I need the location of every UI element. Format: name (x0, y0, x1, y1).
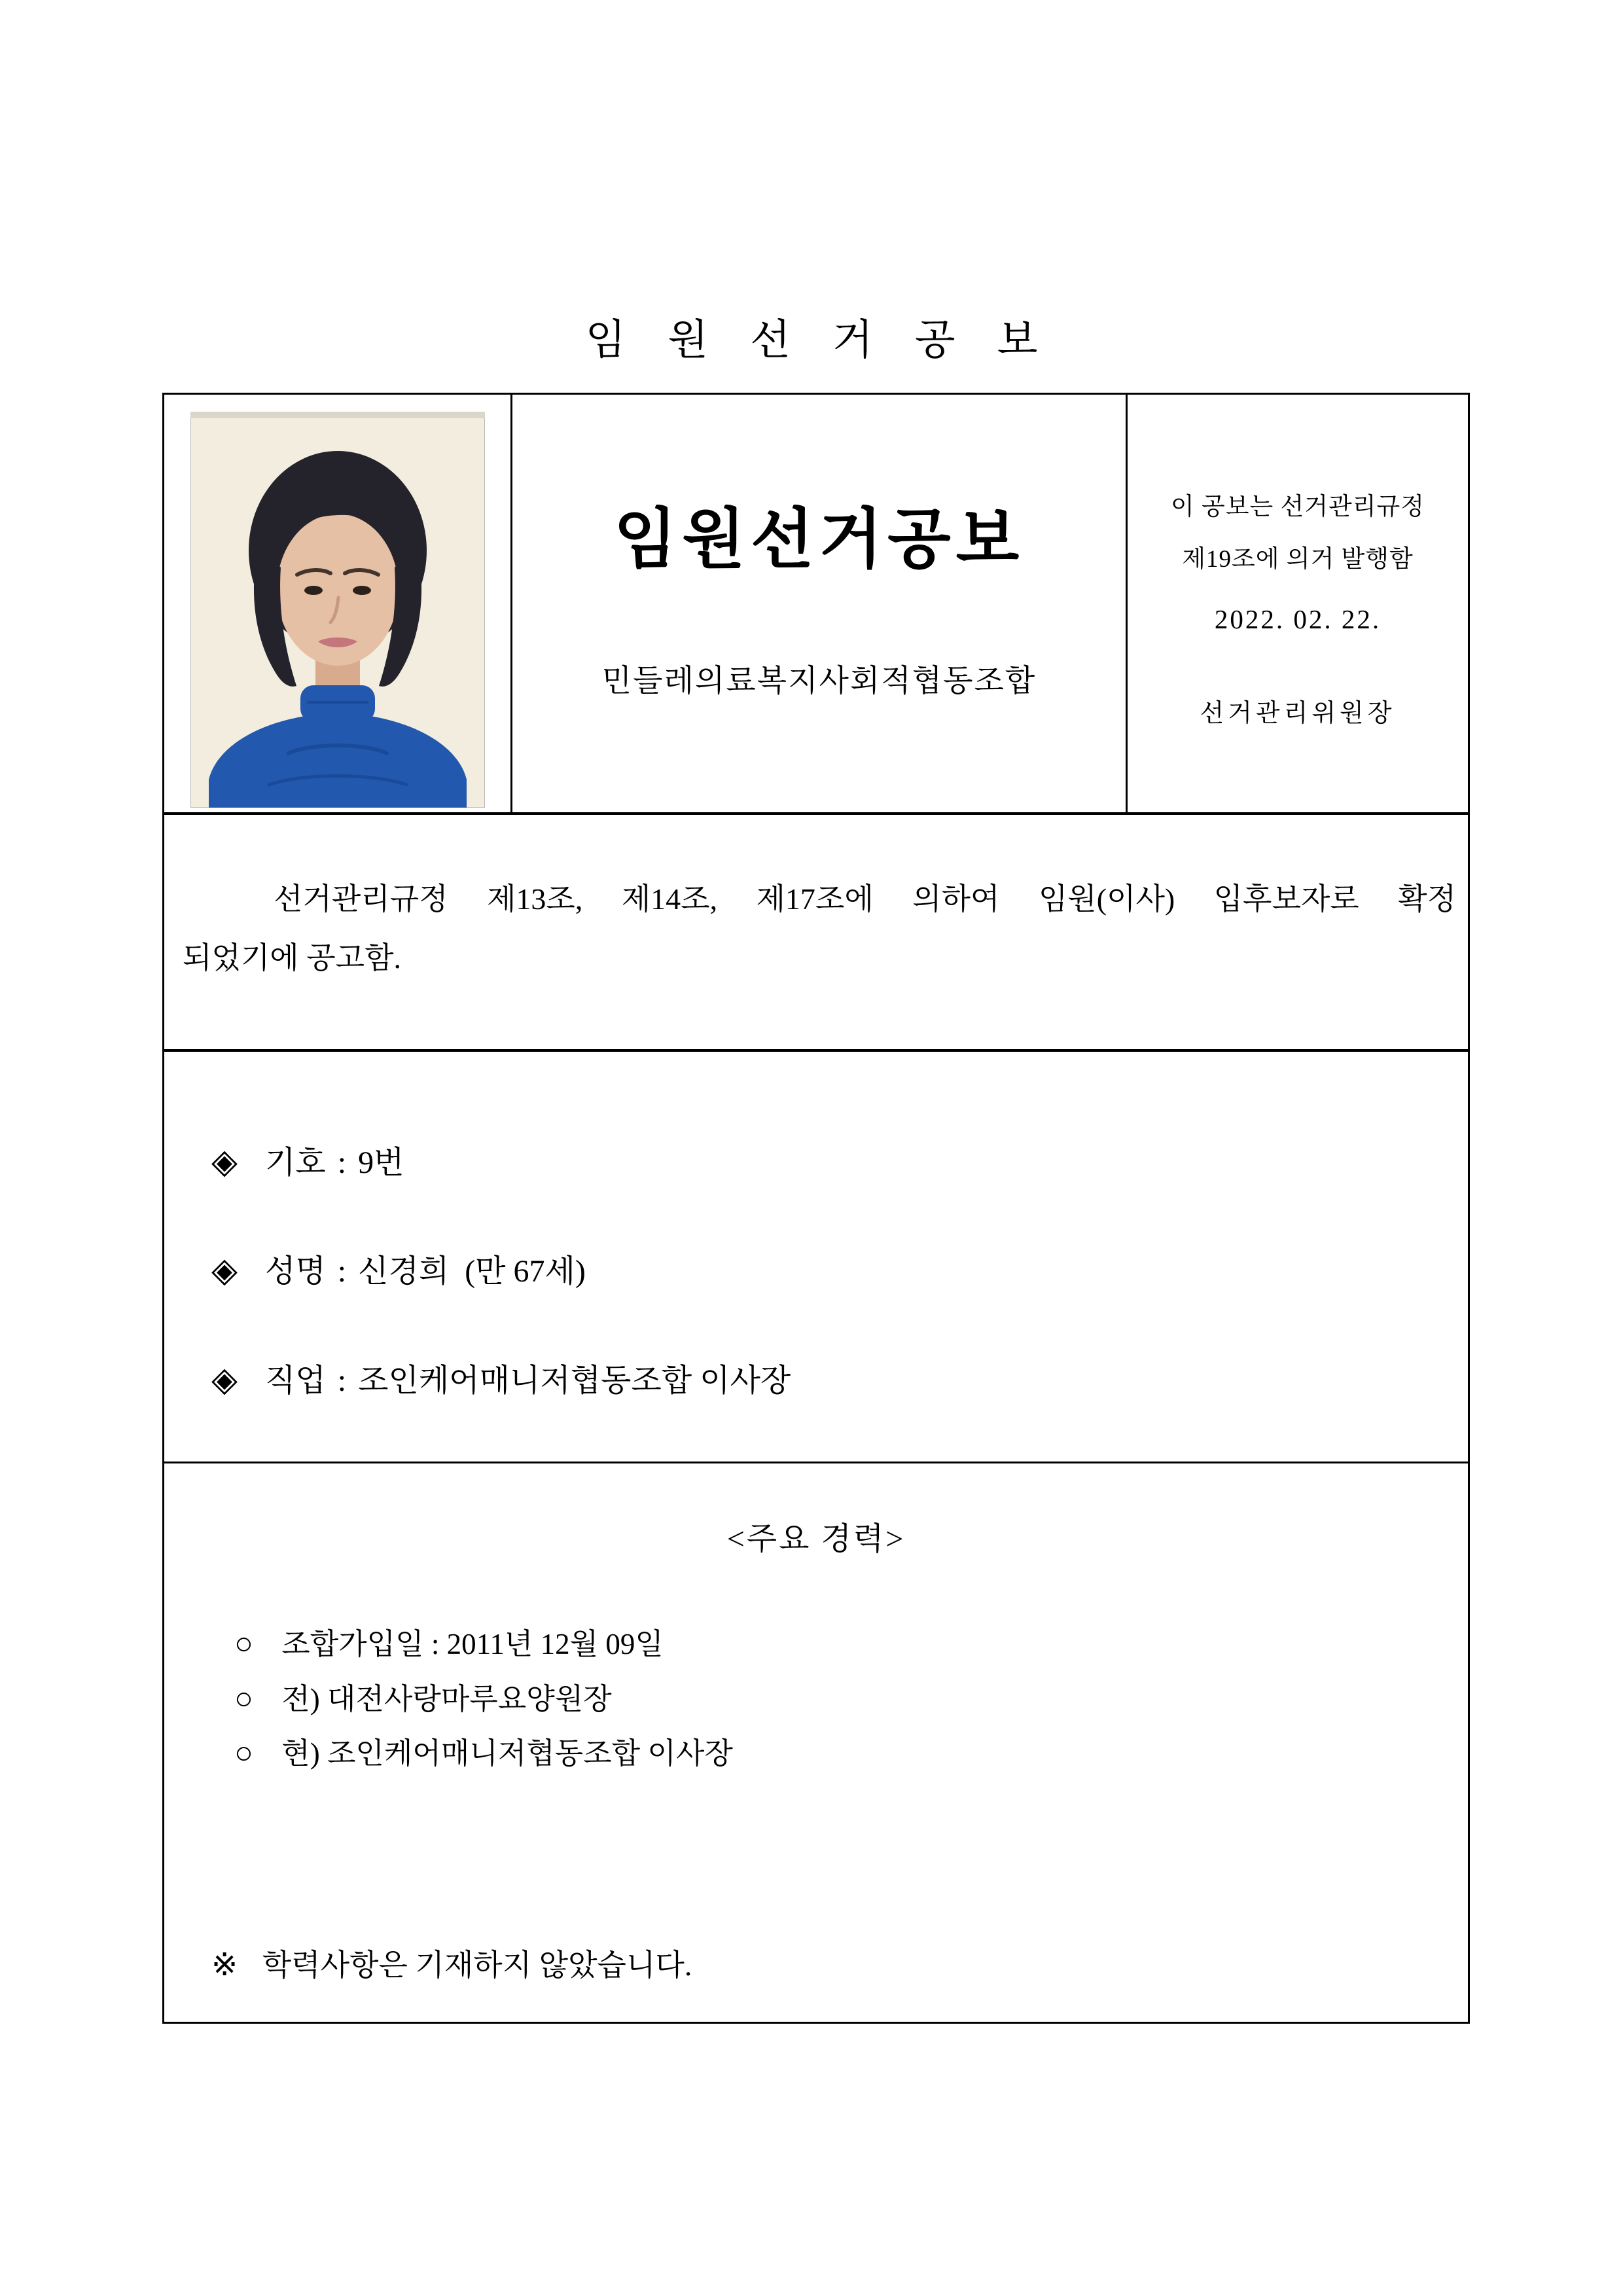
announcement-section (164, 812, 1468, 1049)
photo-cell (164, 395, 510, 812)
career-section (164, 1462, 1468, 2022)
education-note (164, 1941, 1468, 1984)
bulletin-table (162, 393, 1470, 2024)
organization-name: 민들레의료복지사회적협동조합 (601, 664, 1037, 698)
candidate-section (164, 1049, 1468, 1462)
education-note-text: 학력사항은 기재하지 않았습니다. (262, 1948, 692, 1982)
career-item (234, 1734, 1468, 1772)
announcement-line1: 선거관리규정 제13조, 제14조, 제17조에 의하여 임원(이사) 입후보자로 확정 (274, 882, 1456, 916)
candidate-job-row (211, 1360, 1468, 1401)
candidate-number-row (211, 1142, 1468, 1183)
diamond-bullet-icon: ◈ (211, 1361, 238, 1399)
colon-separator: : (337, 1145, 347, 1180)
candidate-name-value: 신경희 (만 67세) (358, 1254, 586, 1289)
issue-cell (1128, 395, 1468, 812)
candidate-job-value: 조인케어매니저협동조합 이사장 (358, 1363, 791, 1398)
page-title: 임 원 선 거 공 보 (585, 317, 1054, 363)
issue-note-line2: 제19조에 의거 발행함 (1182, 545, 1414, 573)
issuer-title: 선거관리위원장 (1200, 700, 1396, 728)
reference-mark-icon: ※ (211, 1947, 238, 1982)
candidate-photo (190, 412, 485, 808)
career-item (234, 1680, 1468, 1718)
circle-bullet-icon: ○ (234, 1681, 253, 1716)
candidate-number-value: 9번 (358, 1145, 404, 1180)
header-row (164, 395, 1468, 812)
career-item-text: 현) 조인케어매니저협동조합 이사장 (281, 1737, 733, 1770)
candidate-number-label: 기호 (265, 1145, 326, 1180)
career-item (234, 1625, 1468, 1663)
candidate-name-label: 성명 (265, 1254, 326, 1289)
announcement-line2: 되었기에 공고함. (183, 941, 402, 975)
career-list (164, 1625, 1468, 1772)
career-item-text: 전) 대전사랑마루요양원장 (281, 1682, 612, 1715)
title-cell (510, 395, 1128, 812)
issue-date: 2022. 02. 22. (1214, 604, 1382, 635)
diamond-bullet-icon: ◈ (211, 1143, 238, 1181)
bulletin-title: 임원선거공보 (613, 503, 1025, 576)
candidate-job-label: 직업 (265, 1363, 326, 1398)
diamond-bullet-icon: ◈ (211, 1252, 238, 1290)
issue-note (1128, 481, 1468, 585)
career-heading: <주요 경력> (726, 1522, 906, 1556)
candidate-name-row (211, 1251, 1468, 1291)
circle-bullet-icon: ○ (234, 1736, 253, 1771)
career-item-text: 조합가입일 : 2011년 12월 09일 (281, 1628, 664, 1660)
colon-separator: : (337, 1363, 347, 1398)
issue-note-line1: 이 공보는 선거관리규정 (1171, 493, 1425, 520)
circle-bullet-icon: ○ (234, 1626, 253, 1661)
colon-separator: : (337, 1254, 347, 1289)
